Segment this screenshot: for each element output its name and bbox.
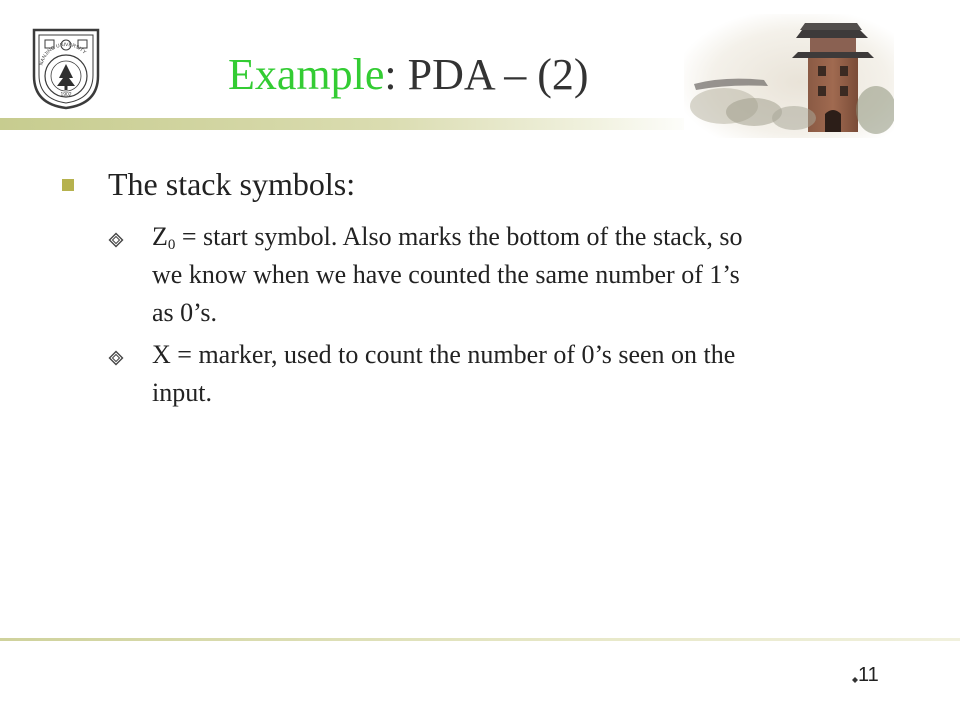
stack-symbol: Z [152,222,168,251]
sub-item-line: as 0’s. [152,298,217,327]
square-bullet-icon [62,179,74,191]
sub-item-line: we know when we have counted the same number of 1’s [152,260,740,289]
stack-symbol-subscript: 0 [167,237,176,253]
gate-tower-picture [684,14,894,138]
sub-item-marker [152,336,892,412]
logo-ring-text: NANJING UNIVERSITY [38,41,88,67]
header-rule [0,118,700,130]
university-logo [30,26,102,110]
sub-item-line [152,218,892,256]
footer-rule [0,638,960,641]
sub-item-text: = start symbol. Also marks the bottom of the stack, so [175,222,743,251]
logo-year: 1902 [60,92,72,98]
hollow-diamond-icon [108,350,124,366]
page-title [228,48,589,102]
page-number: 11 [858,664,879,686]
title-rest: : PDA – (2) [384,50,589,99]
sub-item-line: X = marker, used to count the number of 0’s seen on the [152,340,736,369]
title-accent: Example [228,50,385,99]
hollow-diamond-icon [108,232,124,248]
sub-item-line: input. [152,378,212,407]
bullet-text: The stack symbols: [108,166,356,202]
sub-item-start-symbol [152,218,892,332]
